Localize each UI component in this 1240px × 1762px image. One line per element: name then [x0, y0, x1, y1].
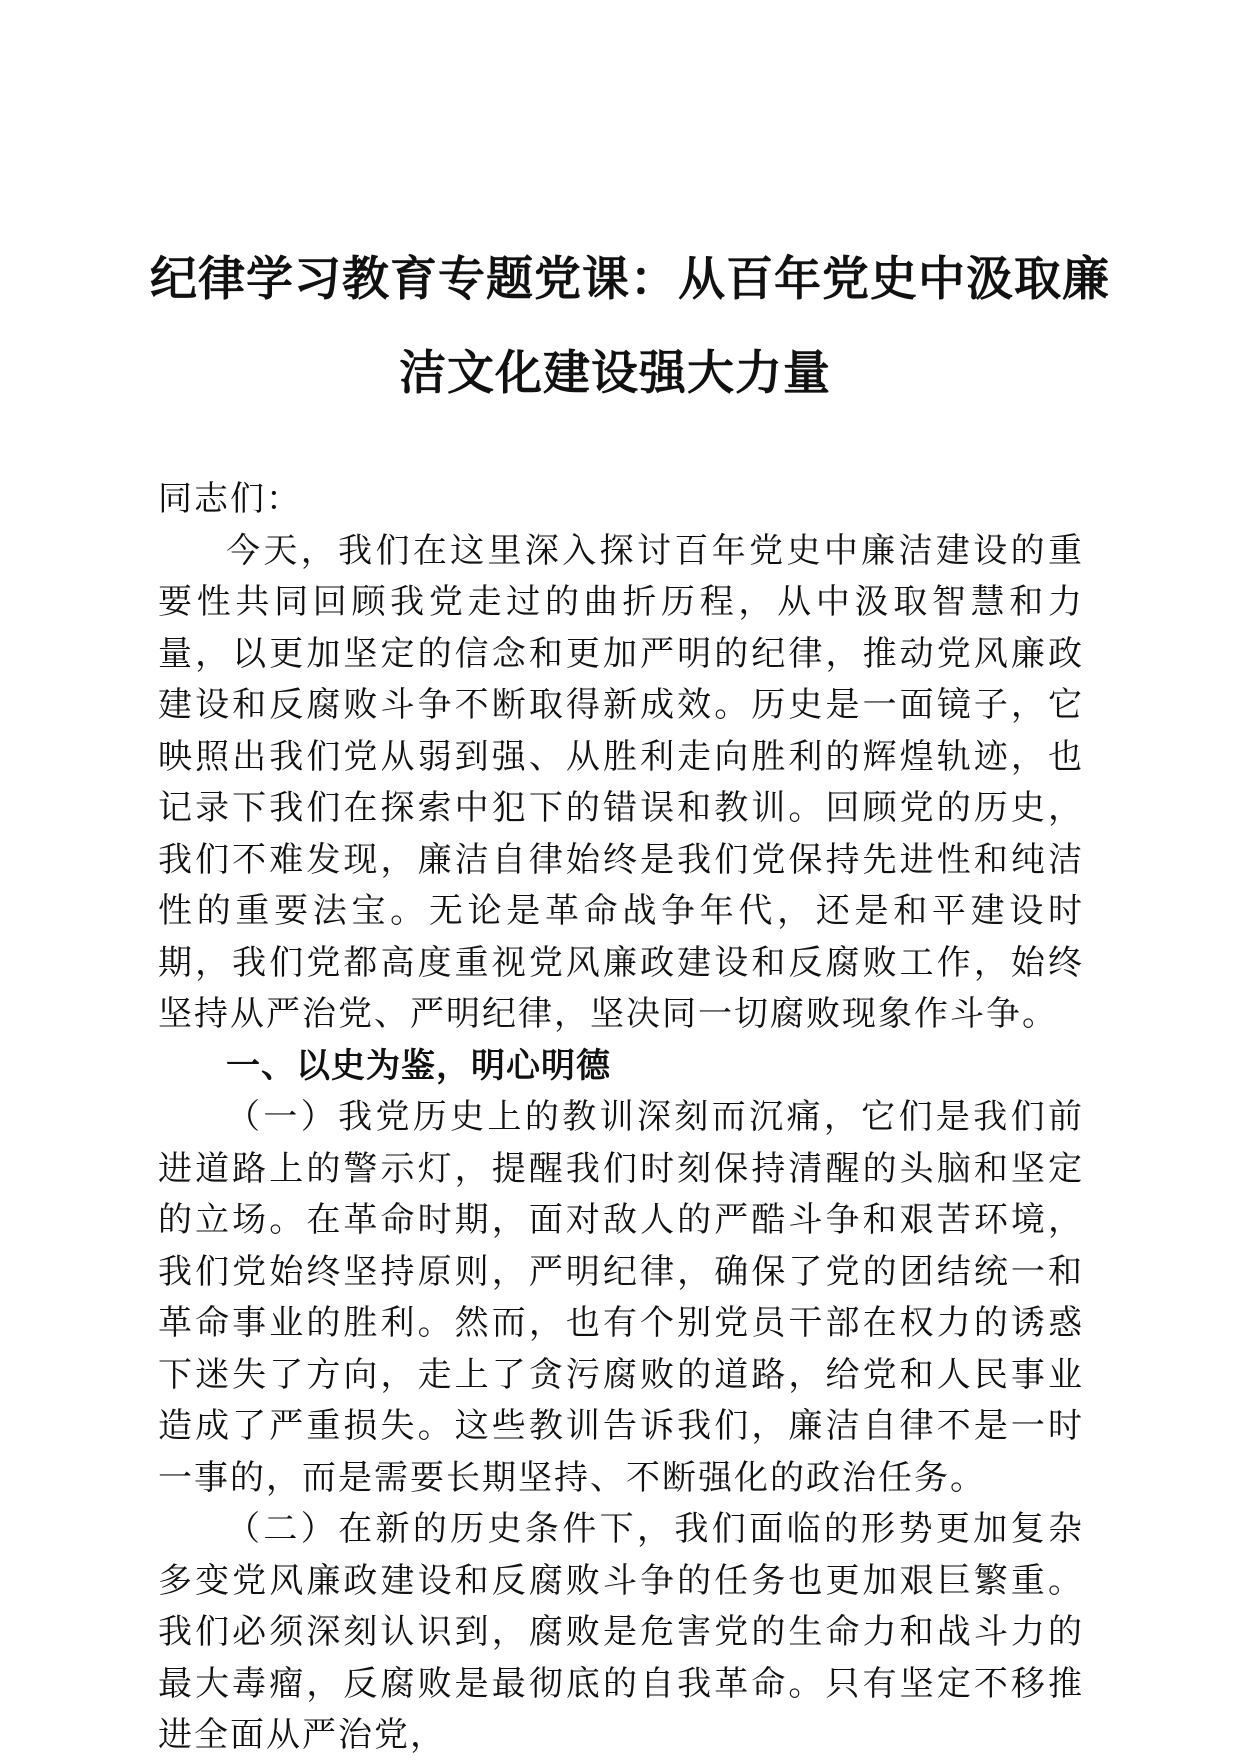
intro-paragraph: 今天，我们在这里深入探讨百年党史中廉洁建设的重要性共同回顾我党走过的曲折历程，从中汲取智慧和力量，以更加坚定的信念和更加严明的纪律，推动党风廉政建设和反腐败斗争不断取得新成效。历史是一面镜子，它映照出我们党从弱到强、从胜利走向胜利的辉煌轨迹，也记录下我们在探索中犯下的错误和教训。回顾党的历史，我们不难发现，廉洁自律始终是我们党保持先进性和纯洁性的重要法宝。无论是革命战争年代，还是和平建设时期，我们党都高度重视党风廉政建设和反腐败工作，始终坚持从严治党、严明纪律，坚决同一切腐败现象作斗争。	[158, 530, 1084, 1034]
section-1-paragraph-1: （一）我党历史上的教训深刻而沉痛，它们是我们前进道路上的警示灯，提醒我们时刻保持清醒的头脑和坚定的立场。在革命时期，面对敌人的严酷斗争和艰苦环境，我们党始终坚持原则，严明纪律，确保了党的团结统一和革命事业的胜利。然而，也有个别党员干部在权力的诱惑下迷失了方向，走上了贪污腐败的道路，给党和人民事业造成了严重损失。这些教训告诉我们，廉洁自律不是一时一事的，而是需要长期坚持、不断强化的政治任务。	[158, 1097, 1084, 1498]
title-line-1: 纪律学习教育专题党课：从百年党史中汲取廉	[150, 252, 1110, 307]
document-title	[150, 233, 1110, 421]
section-1-heading: 一、以史为鉴，明心明德	[226, 1045, 611, 1086]
title-line-2: 洁文化建设强大力量	[399, 346, 831, 401]
section-1-paragraph-2: （二）在新的历史条件下，我们面临的形势更加复杂多变党风廉政建设和反腐败斗争的任务也更加艰巨繁重。我们必须深刻认识到，腐败是危害党的生命力和战斗力的最大毒瘤，反腐败是最彻底的自我革命。只有坚定不移推进全面从严治党，	[158, 1509, 1084, 1755]
document-body	[158, 474, 1084, 1762]
salutation: 同志们：	[158, 479, 302, 519]
